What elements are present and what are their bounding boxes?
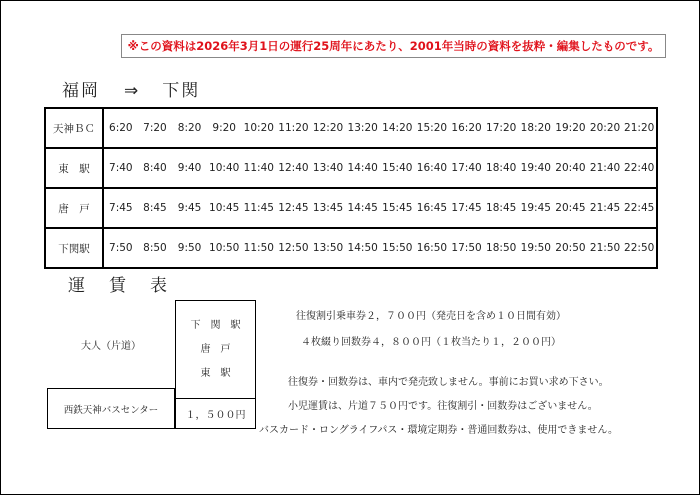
departure-time: 19:50	[519, 228, 554, 268]
route-title	[62, 76, 200, 101]
departure-time: 17:20	[484, 108, 519, 148]
departure-time: 19:45	[519, 188, 554, 228]
departure-time: 11:50	[242, 228, 277, 268]
departure-time: 9:20	[207, 108, 242, 148]
departure-time: 8:50	[138, 228, 173, 268]
departure-time: 12:40	[276, 148, 311, 188]
departure-time: 16:45	[415, 188, 450, 228]
departure-time: 14:45	[345, 188, 380, 228]
info-child-fare: 小児運賃は、片道７５０円です。往復割引・回数券はございません。	[288, 401, 598, 412]
departure-time: 9:50	[172, 228, 207, 268]
departure-time: 21:50	[588, 228, 623, 268]
departure-time: 8:20	[172, 108, 207, 148]
departure-time: 14:50	[345, 228, 380, 268]
departure-time: 8:40	[138, 148, 173, 188]
departure-time: 15:40	[380, 148, 415, 188]
destination-shimonoseki-station: 下 関 駅	[190, 319, 241, 331]
departure-time: 18:45	[484, 188, 519, 228]
info-unusable-passes: バスカード・ロングライフパス・環境定期券・普通回数券は、使用できません。	[259, 425, 618, 436]
fare-destinations	[175, 300, 256, 398]
departure-time: 18:50	[484, 228, 519, 268]
departure-time: 16:50	[415, 228, 450, 268]
departure-time: 13:20	[345, 108, 380, 148]
departure-time: 20:20	[588, 108, 623, 148]
destination-karato: 唐 戸	[200, 343, 231, 355]
departure-time: 17:40	[449, 148, 484, 188]
departure-time: 15:50	[380, 228, 415, 268]
departure-time: 13:40	[311, 148, 346, 188]
fare-origin: 西鉄天神バスセンター	[47, 388, 175, 429]
departure-time: 9:40	[172, 148, 207, 188]
departure-time: 20:45	[553, 188, 588, 228]
timetable-row	[45, 228, 657, 268]
departure-time: 7:45	[103, 188, 138, 228]
timetable-row	[45, 188, 657, 228]
route-to: 下関	[162, 81, 201, 101]
stop-name: 天神ＢＣ	[45, 108, 103, 148]
adult-fare-label: 大人（片道）	[81, 340, 141, 352]
departure-time: 11:45	[242, 188, 277, 228]
departure-time: 13:45	[311, 188, 346, 228]
info-coupon-ticket: ４枚綴り回数券４，８００円（１枚当たり１，２００円）	[301, 337, 561, 348]
departure-time: 19:20	[553, 108, 588, 148]
departure-time: 7:50	[103, 228, 138, 268]
departure-time: 16:40	[415, 148, 450, 188]
notice-banner: ※この資料は2026年3月1日の運行25周年にあたり、2001年当時の資料を抜粋・編集したものです。	[121, 34, 666, 58]
fare-title-char: 運	[68, 276, 85, 296]
stop-name: 東 駅	[45, 148, 103, 188]
route-arrow-icon: ⇒	[124, 81, 141, 101]
fare-title-char: 表	[150, 276, 167, 296]
departure-time: 21:40	[588, 148, 623, 188]
departure-time: 15:45	[380, 188, 415, 228]
route-from: 福岡	[62, 81, 100, 101]
departure-time: 22:50	[622, 228, 657, 268]
departure-time: 18:40	[484, 148, 519, 188]
departure-time: 22:40	[622, 148, 657, 188]
departure-time: 10:40	[207, 148, 242, 188]
departure-time: 13:50	[311, 228, 346, 268]
fare-title-char: 賃	[109, 276, 126, 296]
timetable	[44, 107, 658, 269]
departure-time: 10:20	[242, 108, 277, 148]
fare-price: １，５００円	[175, 398, 256, 429]
departure-time: 9:45	[172, 188, 207, 228]
fare-table-title	[68, 271, 191, 296]
departure-time: 17:45	[449, 188, 484, 228]
departure-time: 21:45	[588, 188, 623, 228]
destination-higashi-station: 東 駅	[200, 367, 231, 379]
stop-name: 下関駅	[45, 228, 103, 268]
departure-time: 7:40	[103, 148, 138, 188]
departure-time: 16:20	[449, 108, 484, 148]
departure-time: 10:45	[207, 188, 242, 228]
departure-time: 15:20	[415, 108, 450, 148]
departure-time: 8:45	[138, 188, 173, 228]
stop-name: 唐 戸	[45, 188, 103, 228]
departure-time: 12:50	[276, 228, 311, 268]
timetable-row	[45, 148, 657, 188]
departure-time: 14:40	[345, 148, 380, 188]
departure-time: 10:50	[207, 228, 242, 268]
timetable-row	[45, 108, 657, 148]
fare-table	[47, 300, 256, 429]
info-sales-note: 往復券・回数券は、車内で発売致しません。事前にお買い求め下さい。	[288, 377, 609, 388]
departure-time: 11:40	[242, 148, 277, 188]
departure-time: 22:45	[622, 188, 657, 228]
departure-time: 14:20	[380, 108, 415, 148]
departure-time: 11:20	[276, 108, 311, 148]
departure-time: 12:20	[311, 108, 346, 148]
info-round-trip-ticket: 往復割引乗車券２，７００円（発売日を含め１０日間有効）	[296, 311, 566, 322]
departure-time: 6:20	[103, 108, 138, 148]
departure-time: 21:20	[622, 108, 657, 148]
departure-time: 18:20	[519, 108, 554, 148]
departure-time: 20:50	[553, 228, 588, 268]
departure-time: 19:40	[519, 148, 554, 188]
departure-time: 12:45	[276, 188, 311, 228]
departure-time: 20:40	[553, 148, 588, 188]
departure-time: 7:20	[138, 108, 173, 148]
departure-time: 17:50	[449, 228, 484, 268]
